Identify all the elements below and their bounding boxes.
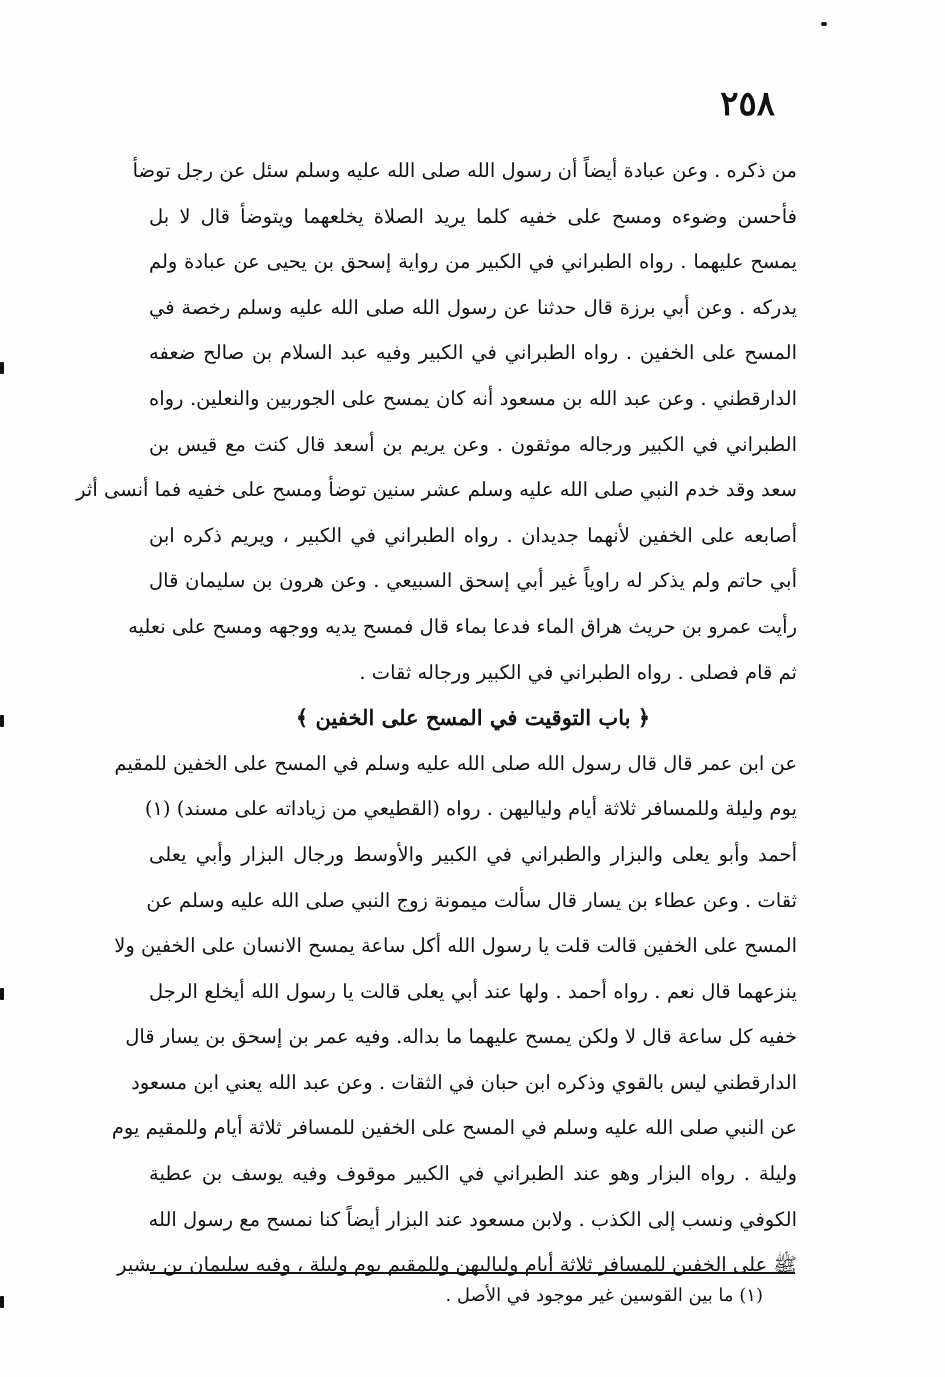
text-line: ثم قام فصلى . رواه الطبراني في الكبير ورجاله ثقات . bbox=[359, 660, 797, 684]
text-line: وليلة . رواه البزار وهو عند الطبراني في الكبير موقوف وفيه يوسف بن عطية bbox=[149, 1162, 797, 1186]
footnote-divider bbox=[150, 1272, 795, 1274]
text-line: خفيه كل ساعة قال لا ولكن يمسح عليهما ما بداله. وفيه عمر بن إسحق بن يسار قال bbox=[125, 1025, 797, 1049]
text-line: ينزعهما قال نعم . رواه أحمد . ولها عند أبي يعلى قالت يا رسول الله أيخلع الرجل bbox=[149, 979, 797, 1003]
text-line: يمسح عليهما . رواه الطبراني في الكبير من رواية إسحق بن يحيى عن عبادة ولم bbox=[149, 250, 797, 274]
scan-mark bbox=[0, 1296, 4, 1308]
text-line: من ذكره . وعن عبادة أيضاً أن رسول الله صلى الله عليه وسلم سئل عن رجل توضأ bbox=[132, 159, 797, 182]
text-line: أبي حاتم ولم يذكر له راوياً غير أبي إسحق السبيعي . وعن هرون بن سليمان قال bbox=[149, 569, 797, 593]
text-line: رأيت عمرو بن حريث هراق الماء فدعا بماء قال فمسح يديه ووجهه ومسح على نعليه bbox=[128, 614, 797, 638]
text-line: الكوفي ونسب إلى الكذب . ولابن مسعود عند البزار أيضاً كنا نمسح مع رسول الله bbox=[148, 1207, 797, 1231]
text-line: أحمد وأبو يعلى والبزار والطبراني في الكبير والأوسط ورجال البزار وأبي يعلى bbox=[149, 842, 797, 866]
scan-mark bbox=[0, 362, 4, 374]
scan-mark bbox=[0, 715, 4, 727]
text-line: المسح على الخفين قالت قلت يا رسول الله أكل ساعة يمسح الانسان على الخفين ولا bbox=[114, 934, 797, 958]
text-line: الدارقطني ليس بالقوي وذكره ابن حبان في الثقات . وعن عبد الله يعني ابن مسعود bbox=[131, 1070, 797, 1094]
text-line: الدارقطني . وعن عبد الله بن مسعود أنه كان يمسح على الجوربين والنعلين. رواه bbox=[149, 386, 797, 410]
page-number: ٢٥٨ bbox=[720, 84, 775, 124]
scan-mark bbox=[0, 988, 4, 1000]
text-line: عن ابن عمر قال قال رسول الله صلى الله عليه وسلم في المسح على الخفين للمقيم bbox=[114, 751, 797, 775]
text-line: ﷺ على الخفين للمسافر ثلاثة أيام ولياليهن وللمقيم يوم وليلة ، وفيه سليمان بن بشير bbox=[117, 1253, 797, 1277]
text-line: يدركه . وعن أبي برزة قال حدثنا عن رسول الله صلى الله عليه وسلم رخصة في bbox=[149, 295, 797, 319]
text-line: أصابعه على الخفين لأنهما جديدان . رواه الطبراني في الكبير ، ويريم ذكره ابن bbox=[149, 523, 797, 547]
text-line: المسح على الخفين . رواه الطبراني في الكبير وفيه عبد السلام بن صالح ضعفه bbox=[149, 341, 797, 365]
main-text bbox=[76, 148, 797, 1288]
footnote: (١) ما بين القوسين غير موجود في الأصل . bbox=[445, 1285, 763, 1306]
text-line: يوم وليلة وللمسافر ثلاثة أيام ولياليهن . رواه (القطيعي من زياداته على مسند) (١) bbox=[144, 797, 797, 821]
text-line: فأحسن وضوءه ومسح على خفيه كلما يريد الصلاة يخلعهما ويتوضأ قال لا بل bbox=[149, 204, 797, 228]
text-line: عن النبي صلى الله عليه وسلم في المسح على الخفين للمسافر ثلاثة أيام وللمقيم يوم bbox=[111, 1116, 797, 1140]
text-line: ثقات . وعن عطاء بن يسار قال سألت ميمونة زوج النبي صلى الله عليه وسلم عن bbox=[146, 888, 797, 912]
text-line: سعد وقد خدم النبي صلى الله عليه وسلم عشر سنين توضأ ومسح على خفيه فما أنسى أثر bbox=[76, 478, 797, 502]
scan-mark bbox=[821, 22, 827, 26]
text-line: الطبراني في الكبير ورجاله موثقون . وعن يريم بن أسعد قال كنت مع قيس بن bbox=[149, 432, 797, 456]
chapter-heading: ﴿ باب التوقيت في المسح على الخفين ﴾ bbox=[295, 705, 651, 731]
